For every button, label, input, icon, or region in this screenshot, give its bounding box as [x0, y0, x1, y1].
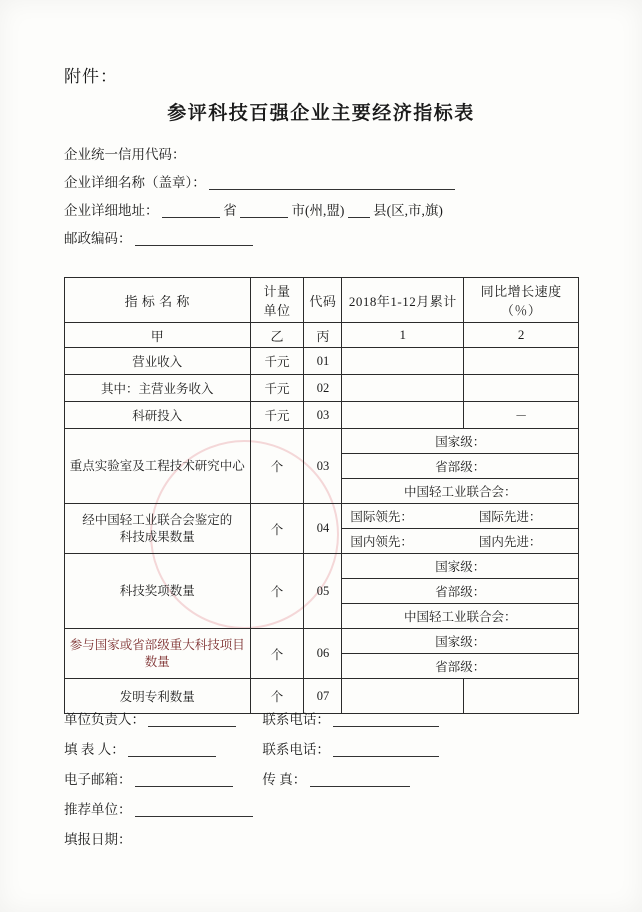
footer-recommender-input[interactable] — [135, 801, 253, 817]
row-sub-major-projects-national[interactable]: 国家级： — [342, 629, 579, 654]
code-label-unit: 乙 — [250, 323, 304, 348]
field-postcode — [64, 226, 584, 251]
field-address-province-label: 省 — [223, 203, 237, 218]
table-row — [65, 554, 579, 579]
row-unit-key-lab: 个 — [250, 429, 304, 504]
footer-date-label: 填报日期： — [64, 832, 132, 847]
row-code-patents: 07 — [304, 679, 342, 714]
table-row — [65, 402, 579, 429]
table-row — [65, 429, 579, 454]
row-growth-operating-revenue[interactable] — [464, 348, 579, 375]
row-name-key-lab: 重点实验室及工程技术研究中心 — [65, 429, 251, 504]
footer-phone2-input[interactable] — [333, 741, 439, 757]
row-sub-major-projects-provincial[interactable]: 省部级： — [342, 654, 579, 679]
row-unit-awards: 个 — [250, 554, 304, 629]
indicators-table — [64, 277, 579, 714]
field-address-city-input[interactable] — [240, 202, 288, 218]
column-header-code: 代码 — [304, 278, 342, 323]
field-credit-code-label: 企业统一信用代码： — [64, 147, 186, 162]
row-sub-key-lab-clif[interactable]: 中国轻工业联合会： — [342, 479, 579, 504]
row-sub-awards-national[interactable]: 国家级： — [342, 554, 579, 579]
row-code-key-lab: 03 — [304, 429, 342, 504]
field-address-province-input[interactable] — [162, 202, 220, 218]
footer-fields — [64, 705, 584, 855]
row-name-awards: 科技奖项数量 — [65, 554, 251, 629]
column-header-unit — [250, 278, 304, 323]
row-name-major-projects — [65, 629, 251, 679]
row-sub-achievements-intl-advanced[interactable]: 国际先进： — [478, 510, 542, 524]
code-label-name: 甲 — [65, 323, 251, 348]
field-credit-code — [64, 142, 584, 167]
footer-phone2-label: 联系电话： — [262, 742, 330, 757]
row-unit-major-projects: 个 — [250, 629, 304, 679]
row-unit-appraised-achievements: 个 — [250, 504, 304, 554]
row-name-major-projects-line1: 参与国家或省部级重大科技项目 — [69, 637, 245, 652]
field-postcode-label: 邮政编码： — [64, 231, 132, 246]
footer-filler-label: 填 表 人： — [64, 742, 125, 757]
footer-row-filler — [64, 735, 584, 765]
field-address-city-label: 市(州,盟) — [291, 203, 345, 218]
footer-phone1-label: 联系电话： — [262, 712, 330, 727]
row-code-major-projects: 06 — [304, 629, 342, 679]
row-current-operating-revenue[interactable] — [342, 348, 464, 375]
footer-row-date — [64, 825, 584, 855]
table-row — [65, 504, 579, 529]
footer-email-group — [64, 765, 259, 795]
field-address — [64, 198, 584, 223]
row-growth-main-business-revenue[interactable] — [464, 375, 579, 402]
row-sub-awards-provincial[interactable]: 省部级： — [342, 579, 579, 604]
row-code-main-business-revenue: 02 — [304, 375, 342, 402]
footer-row-responsible — [64, 705, 584, 735]
footer-responsible-group — [64, 705, 259, 735]
field-company-name — [64, 170, 584, 195]
code-label-growth: 2 — [464, 323, 579, 348]
column-header-unit-line2: 单位 — [263, 303, 291, 318]
field-address-label: 企业详细地址： — [64, 203, 159, 218]
column-header-name: 指 标 名 称 — [65, 278, 251, 323]
row-code-appraised-achievements: 04 — [304, 504, 342, 554]
header-fields — [64, 142, 584, 254]
row-name-appraised-achievements-line1: 经中国轻工业联合会鉴定的 — [82, 512, 233, 527]
footer-filler-input[interactable] — [128, 741, 216, 757]
row-growth-rd-investment: － — [464, 402, 579, 429]
page-title: 参评科技百强企业主要经济指标表 — [167, 103, 475, 124]
row-name-appraised-achievements-line2: 科技成果数量 — [119, 529, 195, 544]
row-unit-operating-revenue: 千元 — [250, 348, 304, 375]
row-unit-main-business-revenue: 千元 — [250, 375, 304, 402]
row-name-major-projects-line2: 数量 — [144, 654, 170, 669]
footer-phone1-input[interactable] — [333, 711, 439, 727]
footer-email-input[interactable] — [135, 771, 233, 787]
field-company-name-label: 企业详细名称（盖章）： — [64, 175, 206, 190]
row-name-patents: 发明专利数量 — [65, 679, 251, 714]
row-code-awards: 05 — [304, 554, 342, 629]
attachment-label: 附件： — [64, 67, 118, 86]
row-sub-achievements-dom-advanced[interactable]: 国内先进： — [478, 535, 542, 549]
row-name-operating-revenue: 营业收入 — [65, 348, 251, 375]
footer-recommender-label: 推荐单位： — [64, 802, 132, 817]
row-sub-achievements-intl-leading[interactable]: 国际领先： — [350, 510, 413, 524]
footer-email-label: 电子邮箱： — [64, 772, 132, 787]
row-code-operating-revenue: 01 — [304, 348, 342, 375]
column-header-growth: 同比增长速度（％） — [464, 278, 579, 323]
row-unit-rd-investment: 千元 — [250, 402, 304, 429]
row-unit-patents: 个 — [250, 679, 304, 714]
field-company-name-input[interactable] — [209, 174, 455, 190]
footer-responsible-input[interactable] — [148, 711, 236, 727]
table-row — [65, 629, 579, 654]
row-sub-achievements-dom-leading[interactable]: 国内领先： — [350, 535, 413, 549]
row-name-main-business-revenue: 其中：主营业务收入 — [65, 375, 251, 402]
footer-row-recommender — [64, 795, 584, 825]
footer-fax-input[interactable] — [310, 771, 410, 787]
row-code-rd-investment: 03 — [304, 402, 342, 429]
footer-filler-group — [64, 735, 259, 765]
row-current-main-business-revenue[interactable] — [342, 375, 464, 402]
code-label-code: 丙 — [304, 323, 342, 348]
column-header-current: 2018年1-12月累计 — [342, 278, 464, 323]
footer-row-email — [64, 765, 584, 795]
footer-fax-label: 传 真： — [262, 772, 307, 787]
field-address-county-label: 县(区,市,旗) — [373, 203, 443, 218]
column-header-unit-line1: 计量 — [263, 284, 291, 299]
row-sub-awards-clif[interactable]: 中国轻工业联合会： — [342, 604, 579, 629]
row-sub-achievements-domestic[interactable] — [342, 529, 579, 554]
table-code-row — [65, 323, 579, 348]
code-label-current: 1 — [342, 323, 464, 348]
row-name-rd-investment: 科研投入 — [65, 402, 251, 429]
row-name-appraised-achievements — [65, 504, 251, 554]
row-sub-key-lab-provincial[interactable]: 省部级： — [342, 454, 579, 479]
table-row — [65, 375, 579, 402]
row-sub-key-lab-national[interactable]: 国家级： — [342, 429, 579, 454]
row-current-rd-investment[interactable] — [342, 402, 464, 429]
footer-responsible-label: 单位负责人： — [64, 712, 145, 727]
table-row — [65, 348, 579, 375]
table-header-row — [65, 278, 579, 323]
field-address-county-input[interactable] — [348, 202, 370, 218]
row-sub-achievements-international[interactable] — [342, 504, 579, 529]
field-postcode-input[interactable] — [135, 230, 253, 246]
